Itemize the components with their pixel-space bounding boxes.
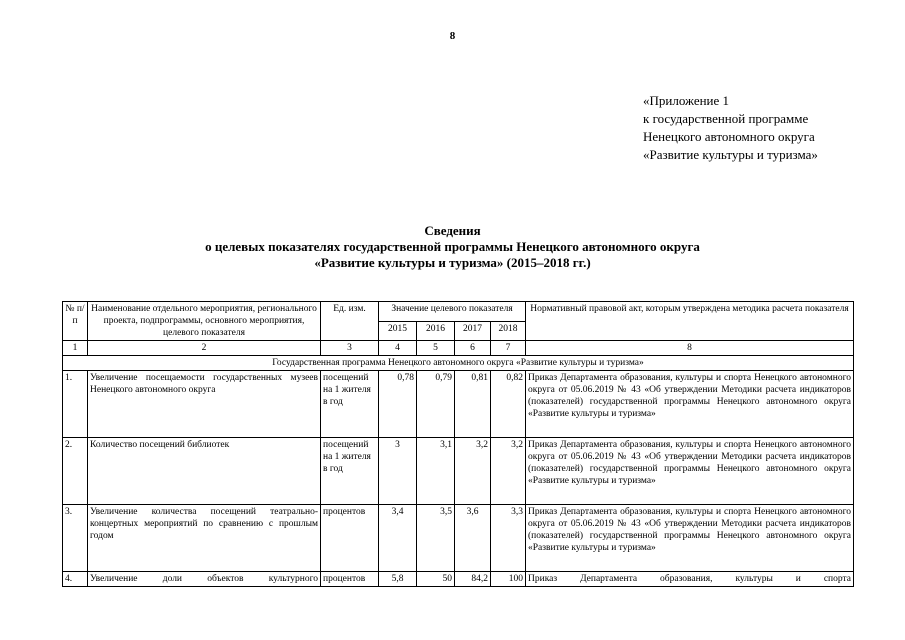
header-num: № п/п [63,302,88,341]
column-number: 3 [321,341,379,356]
row-name: Увеличение доли объектов культурного [88,572,321,587]
row-name: Увеличение посещаемости государственных музеев Ненецкого автономного округа [88,371,321,438]
section-title: Государственная программа Ненецкого автономного округа «Развитие культуры и туризма» [63,356,854,371]
column-number: 6 [455,341,491,356]
row-value: 0,79 [417,371,455,438]
column-number: 7 [491,341,526,356]
row-value: 3,2 [491,438,526,505]
title-line: о целевых показателях государственной программы Ненецкого автономного округа [205,239,700,254]
row-num: 4. [63,572,88,587]
header-unit: Ед. изм. [321,302,379,341]
row-value: 84,2 [455,572,491,587]
header-year: 2016 [417,321,455,341]
appendix-line: Ненецкого автономного округа [643,129,815,144]
appendix-line: «Приложение 1 [643,93,730,108]
page-number: 8 [449,30,456,42]
table-row [63,505,854,572]
row-value: 100 [491,572,526,587]
row-value: 0,81 [455,371,491,438]
column-number: 5 [417,341,455,356]
row-value: 3,5 [417,505,455,572]
title-line: Сведения [424,223,481,238]
row-value: 0,78 [379,371,417,438]
column-number: 4 [379,341,417,356]
header-year: 2017 [455,321,491,341]
row-value: 5,8 [379,572,417,587]
table-row [63,371,854,438]
appendix-heading [643,92,818,164]
indicators-table [62,301,854,587]
row-unit: процентов [321,505,379,572]
row-name: Количество посещений библиотек [88,438,321,505]
header-value: Значение целевого показателя [379,302,526,322]
row-value: 3 [379,438,417,505]
column-number: 2 [88,341,321,356]
header-row [63,302,854,322]
row-value: 0,82 [491,371,526,438]
section-row [63,356,854,371]
row-value: 3,2 [455,438,491,505]
row-value: 50 [417,572,455,587]
row-value: 3,4 [379,505,417,572]
document-title [0,223,905,271]
row-name: Увеличение количества посещений театрально-концертных мероприятий по сравнению с прошлым годом [88,505,321,572]
title-line: «Развитие культуры и туризма» (2015–2018 гг.) [314,255,591,270]
table-row [63,572,854,587]
header-year: 2015 [379,321,417,341]
row-unit: процентов [321,572,379,587]
row-num: 1. [63,371,88,438]
row-num: 3. [63,505,88,572]
row-num: 2. [63,438,88,505]
row-act: Приказ Департамента образования, культуры и спорта [526,572,854,587]
header-name: Наименование отдельного мероприятия, регионального проекта, подпрограммы, основного мероприятия, целевого показателя [88,302,321,341]
row-unit: посещений на 1 жителя в год [321,371,379,438]
row-value: 3,1 [417,438,455,505]
row-unit: посещений на 1 жителя в год [321,438,379,505]
header-year: 2018 [491,321,526,341]
table-row [63,438,854,505]
column-number: 8 [526,341,854,356]
appendix-line: к государственной программе [643,111,809,126]
column-numbers-row [63,341,854,356]
row-act: Приказ Департамента образования, культуры и спорта Ненецкого автономного округа от 05.06.2019 № 43 «Об утверждении Методики расчета индикаторов (показателей) государственной программы Ненецкого автономного округа «Развитие культуры и туризма» [526,438,854,505]
row-value: 3,3 [491,505,526,572]
row-act: Приказ Департамента образования, культуры и спорта Ненецкого автономного округа от 05.06.2019 № 43 «Об утверждении Методики расчета индикаторов (показателей) государственной программы Ненецкого автономного округа «Развитие культуры и туризма» [526,505,854,572]
column-number: 1 [63,341,88,356]
row-act: Приказ Департамента образования, культуры и спорта Ненецкого автономного округа от 05.06.2019 № 43 «Об утверждении Методики расчета индикаторов (показателей) государственной программы Ненецкого автономного округа «Развитие культуры и туризма» [526,371,854,438]
appendix-line: «Развитие культуры и туризма» [643,147,818,162]
header-act: Нормативный правовой акт, которым утверждена методика расчета показателя [526,302,854,341]
row-value: 3,6 [455,505,491,572]
